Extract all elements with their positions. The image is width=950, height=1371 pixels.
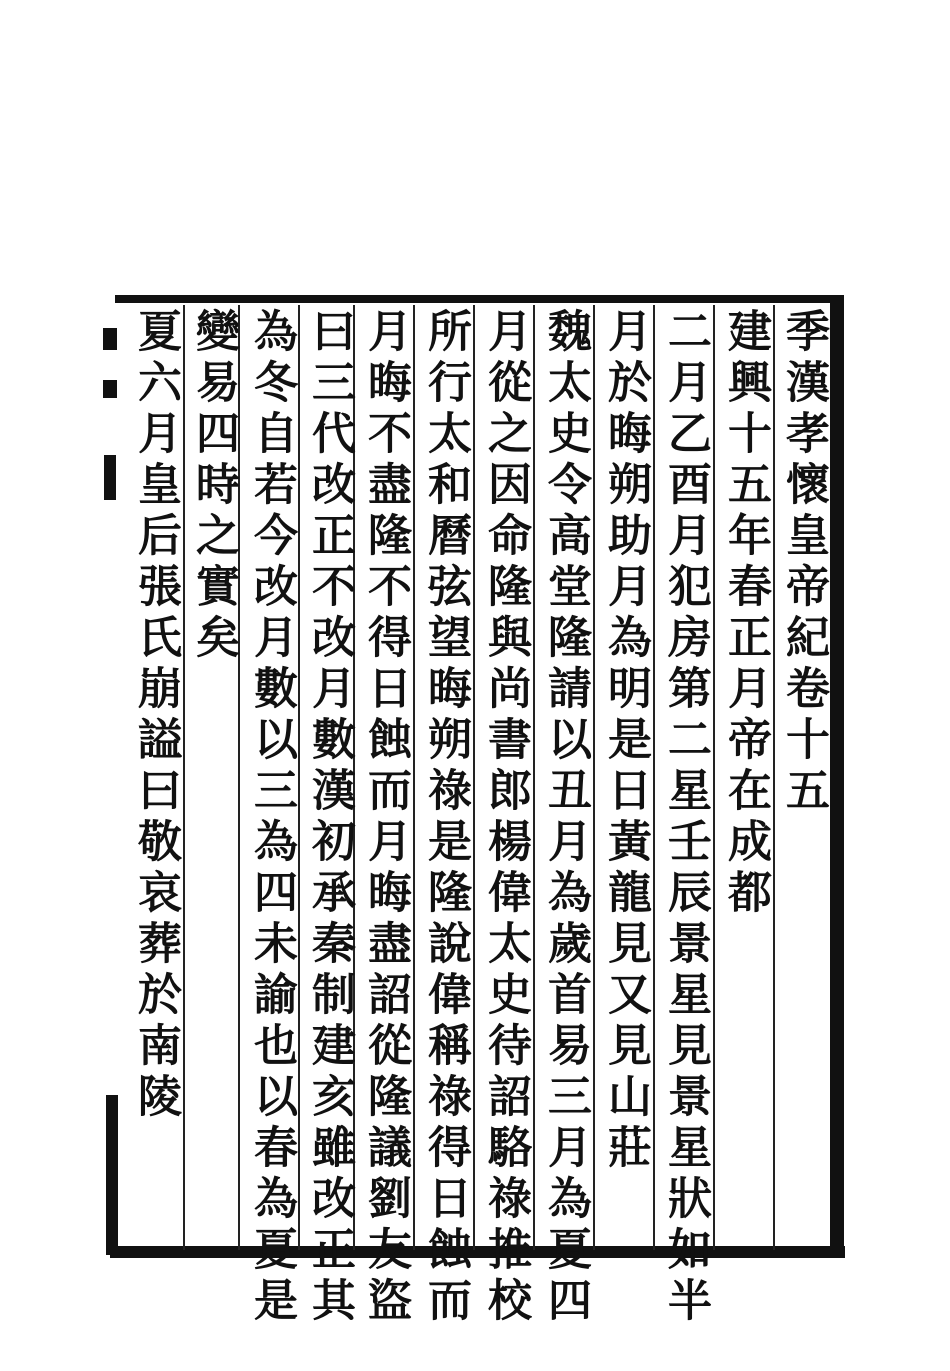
text-line: 所行太和曆弦望晦朔祿是隆說偉稱祿得日蝕而	[420, 308, 471, 1328]
text-line: 夏六月皇后張氏崩謚曰敬哀葬於南陵	[130, 308, 181, 1124]
text-column	[652, 300, 712, 1328]
text-column	[472, 300, 532, 1328]
text-column	[592, 300, 652, 1250]
text-column	[352, 300, 412, 1328]
frame-left-mark	[103, 328, 117, 350]
chapter-title: 季漢孝懷皇帝紀卷十五	[778, 308, 829, 818]
text-line: 月從之因命隆與尚書郎楊偉太史待詔駱祿推校	[480, 308, 531, 1328]
text-line: 變易四時之實矣	[188, 308, 239, 665]
text-column	[238, 300, 298, 1328]
text-column	[296, 300, 356, 1328]
text-line: 二月乙酉月犯房第二星壬辰景星見景星狀如半	[660, 308, 711, 1328]
frame-left-mark	[104, 455, 116, 500]
text-column	[412, 300, 472, 1328]
text-line: 魏太史令高堂隆請以丑月為歲首易三月為夏四	[540, 308, 591, 1328]
text-line: 建興十五年春正月帝在成都	[720, 308, 771, 920]
text-line: 為冬自若今改月數以三為四未諭也以春為夏是	[246, 308, 297, 1328]
text-line: 曰三代改正不改月數漢初承秦制建亥雖改正其	[304, 308, 355, 1328]
text-column	[122, 300, 182, 1250]
text-column	[712, 300, 772, 1250]
text-line: 月於晦朔助月為明是日黃龍見又見山莊	[600, 308, 651, 1175]
text-line: 月晦不盡隆不得日蝕而月晦盡詔從隆議劉友盜	[360, 308, 411, 1328]
text-column-title	[770, 300, 830, 1250]
text-column	[180, 300, 240, 1250]
frame-right-border	[830, 295, 844, 1258]
text-column	[532, 300, 592, 1328]
frame-left-mark	[106, 1095, 118, 1255]
frame-left-mark	[103, 380, 117, 398]
